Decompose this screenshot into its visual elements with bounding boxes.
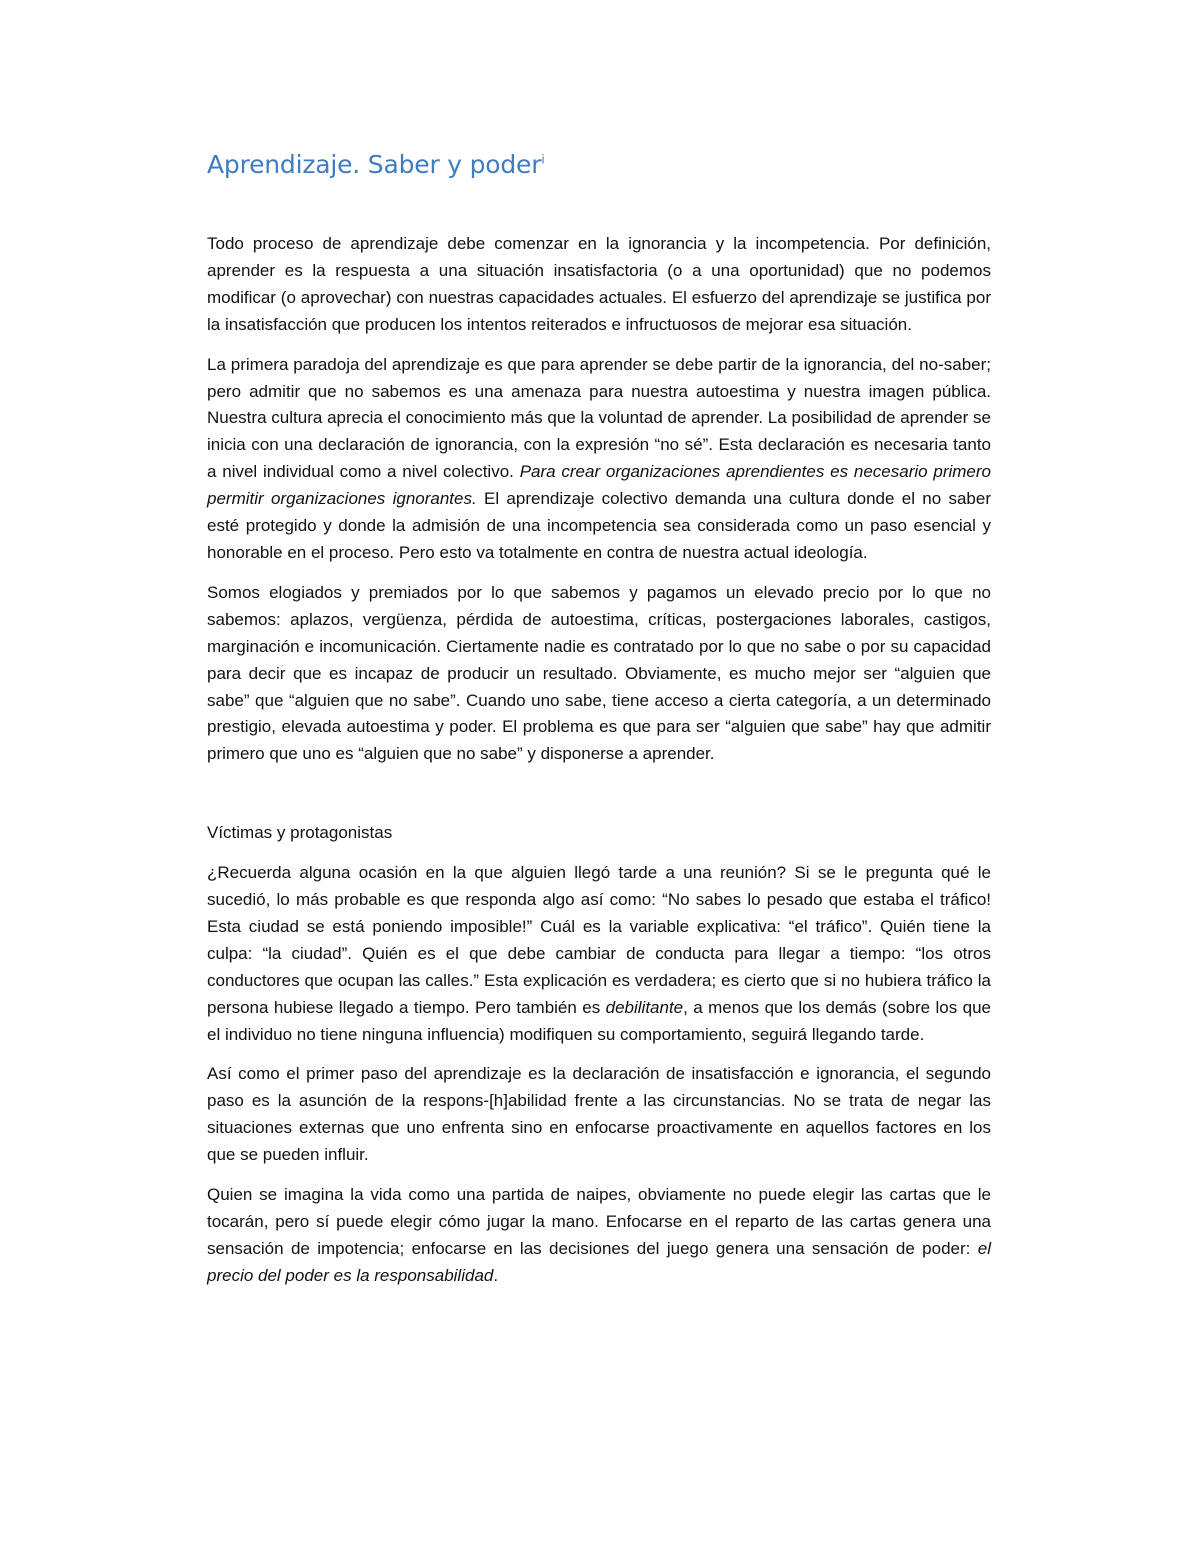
section-heading: Víctimas y protagonistas	[207, 823, 393, 843]
paragraph-late-meeting-text: ¿Recuerda alguna ocasión en la que alguien llegó tarde a una reunión? Si se le pregunta qué le sucedió, lo más probable es que responda algo así como: “No sabes lo pesado que estaba el tráfico! Esta ciudad se está poniendo imposible!” Cuál es la variable explicativa: “el tráfico”. Quién tiene la culpa: “la ciudad”. Quién es el que debe cambiar de conducta para llegar a tiempo: “los otros conductores que ocupan las calles.” Esta explicación es verdadera; es cierto que si no hubiera tráfico la persona hubiese llegado a tiempo. Pero también es	[207, 863, 991, 1017]
document-page	[207, 150, 991, 1303]
paragraph-paradox-text: La primera paradoja del aprendizaje es que para aprender se debe partir de la ignorancia, del no-saber; pero admitir que no sabemos es una amenaza para nuestra autoestima y nuestra imagen pública. Nuestra cultura aprecia el conocimiento más que la voluntad de aprender. La posibilidad de aprender se inicia con una declaración de ignorancia, con la expresión “no sé”. Esta declaración es necesaria tanto a nivel individual como a nivel colectivo.	[207, 354, 991, 482]
paragraph-paradox	[207, 352, 991, 567]
paragraph-praise: Somos elogiados y premiados por lo que sabemos y pagamos un elevado precio por lo que no sabemos: aplazos, vergüenza, pérdida de autoestima, críticas, postergaciones laborales, castigos, marginación e incomunicación. Ciertamente nadie es contratado por lo que no sabe o por su capacidad para decir que es incapaz de producir un resultado. Obviamente, es mucho mejor ser “alguien que sabe” que “alguien que no sabe”. Cuando uno sabe, tiene acceso a cierta categoría, a un determinado prestigio, elevada autoestima y poder. El problema es que para ser “alguien que sabe” hay que admitir primero que uno es “alguien que no sabe” y disponerse a aprender.	[207, 582, 991, 764]
paragraph-late-meeting	[207, 860, 991, 1048]
paragraph-cards-text-end: .	[493, 1265, 499, 1285]
footnote-marker[interactable]: i	[541, 152, 545, 167]
paragraph-paradox-text-end: El aprendizaje colectivo demanda una cultura donde el no saber esté protegido y donde la admisión de una incompetencia sea considerada como un paso esencial y honorable en el proceso. Pero esto va totalmente en contra de nuestra actual ideología.	[207, 489, 991, 562]
paragraph-late-meeting-emphasis: debilitante	[605, 997, 684, 1017]
paragraph-late-meeting-text-end: , a menos que los demás (sobre los que el individuo no tiene ninguna influencia) modifiquen su comportamiento, seguirá llegando tarde.	[207, 997, 991, 1044]
paragraph-responsibility: Así como el primer paso del aprendizaje es la declaración de insatisfacción e ignorancia, el segundo paso es la asunción de la respons-[h]abilidad frente a las circunstancias. No se trata de negar las situaciones externas que uno enfrenta sino en enfocarse proactivamente en aquellos factores en los que se pueden influir.	[207, 1064, 991, 1165]
paragraph-ignorance: Todo proceso de aprendizaje debe comenzar en la ignorancia y la incompetencia. Por definición, aprender es la respuesta a una situación insatisfactoria (o a una oportunidad) que no podemos modificar (o aprovechar) con nuestras capacidades actuales. El esfuerzo del aprendizaje se justifica por la insatisfacción que producen los intentos reiterados e infructuosos de mejorar esa situación.	[207, 234, 991, 334]
paragraph-cards-emphasis: el precio del poder es la responsabilidad	[207, 1238, 991, 1285]
title-text: Aprendizaje. Saber y poder	[207, 150, 542, 179]
paragraph-cards-text: Quien se imagina la vida como una partida de naipes, obviamente no puede elegir las cartas que le tocarán, pero sí puede elegir cómo jugar la mano. Enfocarse en el reparto de las cartas genera una sensación de impotencia; enfocarse en las decisiones del juego genera una sensación de poder:	[207, 1185, 991, 1258]
paragraph-cards	[207, 1182, 991, 1290]
document-title	[207, 150, 991, 179]
paragraph-paradox-emphasis: Para crear organizaciones aprendientes es necesario primero permitir organizaciones ignorantes.	[207, 462, 992, 509]
